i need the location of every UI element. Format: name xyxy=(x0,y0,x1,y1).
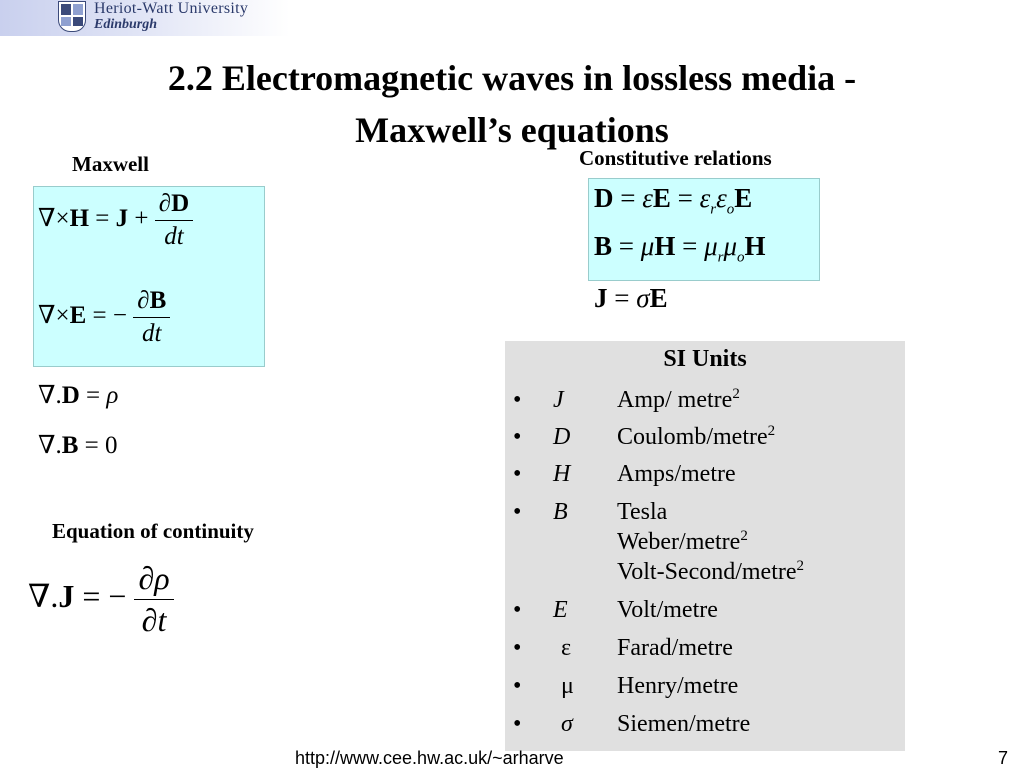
title-line-1: 2.2 Electromagnetic waves in lossless media - xyxy=(167,58,857,98)
d-constitutive-equation: $D = \varepsilon E = \varepsilon_r\varepsilon_oE$ xyxy=(594,183,753,218)
si-symbol: D xyxy=(553,424,571,450)
university-name: Heriot-Watt University xyxy=(94,0,249,17)
university-city: Edinburgh xyxy=(94,17,158,32)
ampere-law-equation: ∇×H = J + $\frac{\partial D}{dt}$ xyxy=(38,190,193,251)
si-unit: Amps/metre xyxy=(617,461,736,487)
title-line-2: Maxwell’s equations xyxy=(355,110,669,150)
si-units-title: SI Units xyxy=(663,346,747,372)
university-crest-icon xyxy=(58,1,86,32)
faraday-law-equation: ∇×E = − $\frac{\partial B}{dt}$ xyxy=(38,287,170,348)
ohm-law-equation: J = σE xyxy=(594,283,668,313)
si-symbol: H xyxy=(553,461,571,487)
constitutive-relations-label: Constitutive relations xyxy=(579,146,772,170)
si-unit: Coulomb/metre$^2$ xyxy=(617,423,776,450)
si-unit: Henry/metre xyxy=(617,673,739,699)
si-symbol: σ xyxy=(561,711,573,737)
maxwell-label: Maxwell xyxy=(72,152,149,176)
gauss-magnetism-equation: ∇.B = 0 xyxy=(38,432,118,459)
bullet: • xyxy=(513,597,522,623)
si-symbol: J xyxy=(553,387,564,413)
bullet: • xyxy=(513,499,522,525)
page-number: 7 xyxy=(998,748,1009,768)
si-symbol: μ xyxy=(561,673,574,699)
bullet: • xyxy=(513,424,522,450)
footer-url: http://www.cee.hw.ac.uk/~arharve xyxy=(295,748,564,768)
bullet: • xyxy=(513,461,522,487)
si-symbol: B xyxy=(553,499,568,525)
si-symbol: E xyxy=(553,597,568,623)
bullet: • xyxy=(513,673,522,699)
slide-title xyxy=(80,52,944,156)
si-unit: Amp/ metre$^2$ xyxy=(617,386,740,413)
continuity-equation: ∇.J = − $\frac{\partial\rho}{\partial t}$ xyxy=(28,560,174,639)
si-unit: Siemen/metre xyxy=(617,711,751,737)
si-unit: Farad/metre xyxy=(617,635,733,661)
gauss-law-equation: ∇.D = ρ xyxy=(38,382,119,409)
si-unit: Volt/metre xyxy=(617,597,718,623)
bullet: • xyxy=(513,635,522,661)
si-unit: Tesla Weber/metre$^2$ Volt-Second/metre$^2$ xyxy=(617,499,805,585)
b-constitutive-equation: $B = \mu H = \mu_r\mu_oH$ xyxy=(594,231,766,266)
si-symbol: ε xyxy=(561,635,572,661)
bullet: • xyxy=(513,387,522,413)
continuity-label: Equation of continuity xyxy=(52,519,254,543)
bullet: • xyxy=(513,711,522,737)
